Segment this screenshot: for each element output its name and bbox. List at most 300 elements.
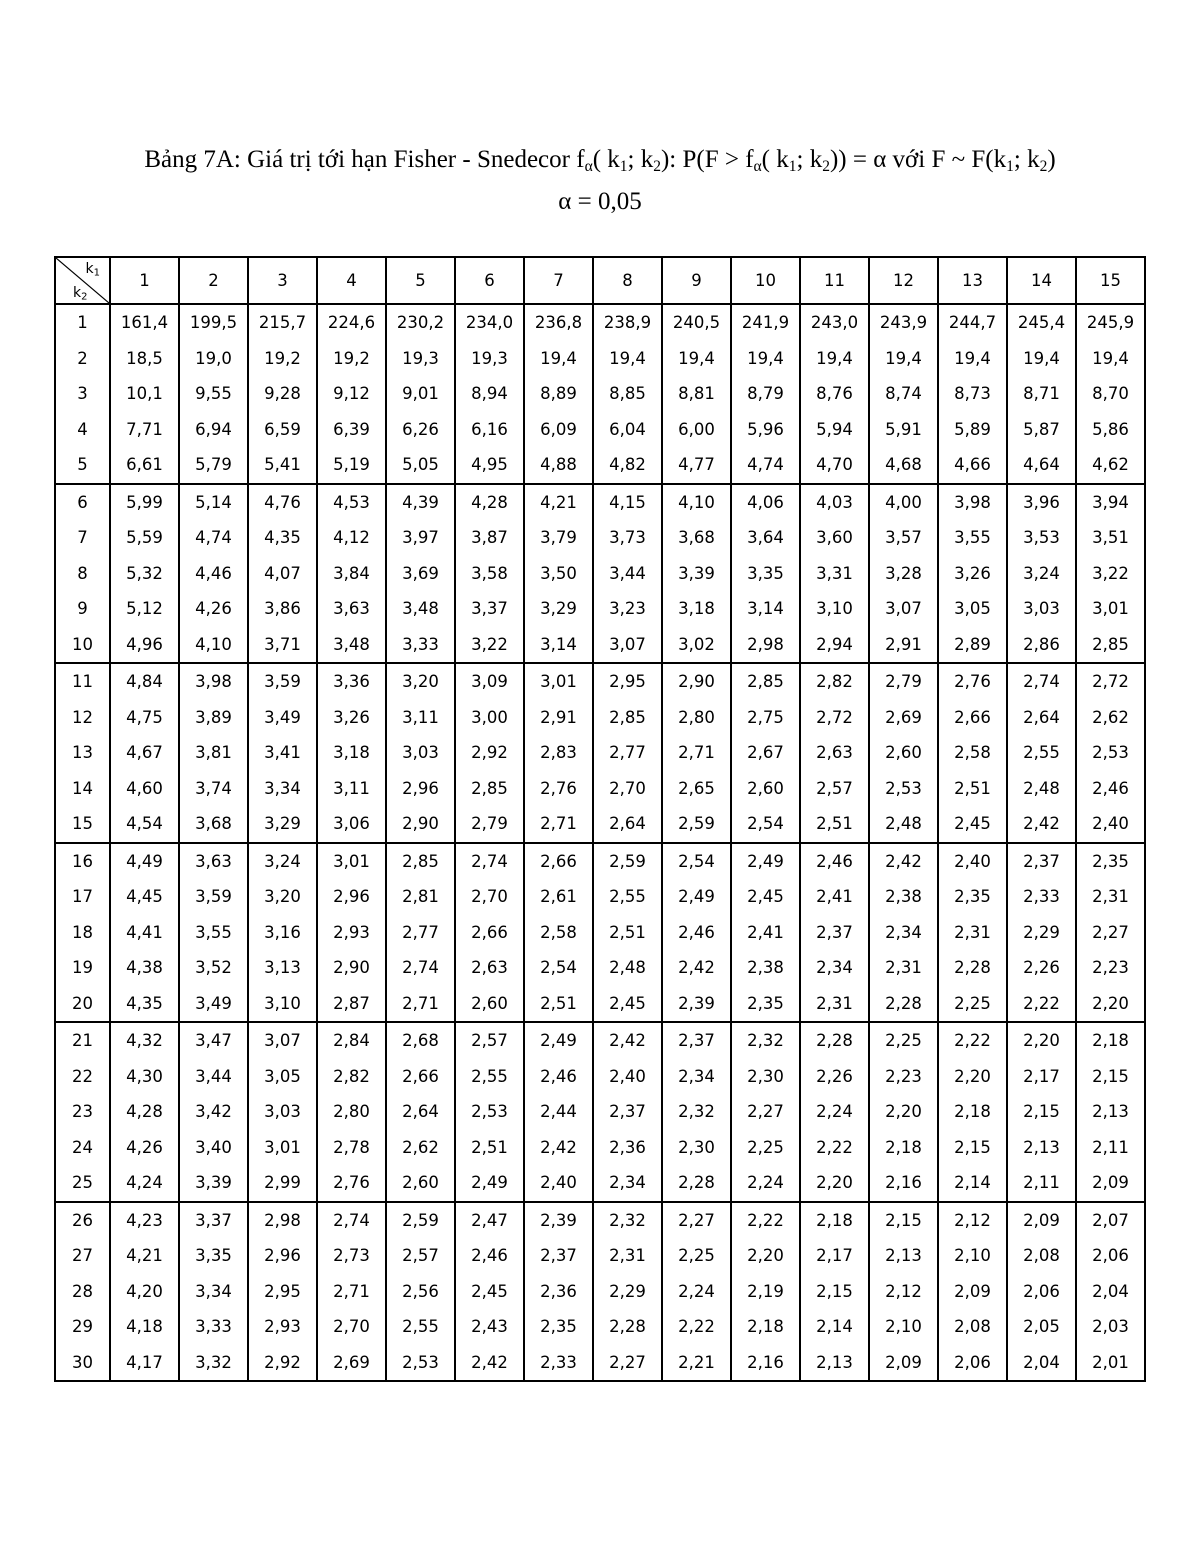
table-cell: 2,49 (662, 879, 731, 915)
table-cell: 2,49 (731, 843, 800, 880)
table-cell: 3,49 (248, 700, 317, 736)
table-cell: 3,18 (662, 591, 731, 627)
table-cell: 3,34 (248, 771, 317, 807)
table-cell: 18,5 (110, 341, 179, 377)
table-cell: 2,42 (869, 843, 938, 880)
table-cell: 2,41 (731, 915, 800, 951)
table-cell: 8,73 (938, 376, 1007, 412)
table-cell: 6,04 (593, 412, 662, 448)
table-cell: 6,61 (110, 447, 179, 484)
row-header-k2: 13 (55, 735, 110, 771)
table-cell: 3,52 (179, 950, 248, 986)
table-cell: 2,70 (317, 1309, 386, 1345)
table-cell: 3,03 (386, 735, 455, 771)
table-row (55, 556, 1145, 592)
table-row (55, 1238, 1145, 1274)
table-cell: 4,18 (110, 1309, 179, 1345)
table-cell: 2,54 (731, 806, 800, 843)
table-cell: 2,27 (1076, 915, 1145, 951)
table-cell: 4,41 (110, 915, 179, 951)
table-cell: 3,33 (179, 1309, 248, 1345)
table-cell: 2,90 (317, 950, 386, 986)
table-cell: 2,01 (1076, 1345, 1145, 1382)
table-row (55, 950, 1145, 986)
corner-k2-label: $k_2$ (73, 285, 88, 303)
table-cell: 9,28 (248, 376, 317, 412)
table-cell: 4,23 (110, 1202, 179, 1239)
table-cell: 2,66 (938, 700, 1007, 736)
table-cell: 2,12 (938, 1202, 1007, 1239)
table-cell: 4,32 (110, 1022, 179, 1059)
table-cell: 2,79 (455, 806, 524, 843)
table-cell: 2,64 (593, 806, 662, 843)
table-cell: 2,85 (1076, 627, 1145, 664)
table-cell: 2,09 (869, 1345, 938, 1382)
table-cell: 3,36 (317, 663, 386, 700)
table-cell: 2,41 (800, 879, 869, 915)
table-cell: 3,34 (179, 1274, 248, 1310)
table-cell: 3,63 (179, 843, 248, 880)
table-cell: 4,21 (110, 1238, 179, 1274)
table-cell: 3,48 (386, 591, 455, 627)
table-cell: 2,28 (800, 1022, 869, 1059)
table-cell: 3,42 (179, 1094, 248, 1130)
table-cell: 2,23 (869, 1059, 938, 1095)
table-cell: 2,20 (800, 1165, 869, 1202)
row-header-k2: 17 (55, 879, 110, 915)
table-cell: 2,40 (1076, 806, 1145, 843)
table-cell: 2,59 (662, 806, 731, 843)
table-cell: 3,20 (386, 663, 455, 700)
row-header-k2: 2 (55, 341, 110, 377)
table-cell: 3,37 (179, 1202, 248, 1239)
table-cell: 3,03 (1007, 591, 1076, 627)
table-cell: 4,03 (800, 484, 869, 521)
table-cell: 2,48 (869, 806, 938, 843)
table-cell: 2,14 (800, 1309, 869, 1345)
table-cell: 2,22 (731, 1202, 800, 1239)
table-cell: 19,4 (1076, 341, 1145, 377)
table-cell: 2,20 (1007, 1022, 1076, 1059)
table-cell: 2,38 (731, 950, 800, 986)
table-cell: 2,51 (800, 806, 869, 843)
table-cell: 2,64 (1007, 700, 1076, 736)
table-cell: 8,94 (455, 376, 524, 412)
table-cell: 3,00 (455, 700, 524, 736)
table-cell: 2,10 (869, 1309, 938, 1345)
table-cell: 4,77 (662, 447, 731, 484)
table-cell: 3,11 (386, 700, 455, 736)
table-cell: 2,36 (593, 1130, 662, 1166)
table-cell: 3,74 (179, 771, 248, 807)
table-cell: 2,73 (317, 1238, 386, 1274)
table-cell: 2,38 (869, 879, 938, 915)
table-row (55, 663, 1145, 700)
table-row (55, 1094, 1145, 1130)
table-cell: 3,59 (248, 663, 317, 700)
table-cell: 2,46 (1076, 771, 1145, 807)
table-cell: 2,22 (662, 1309, 731, 1345)
table-cell: 2,32 (662, 1094, 731, 1130)
table-cell: 2,27 (731, 1094, 800, 1130)
table-cell: 3,14 (731, 591, 800, 627)
table-cell: 19,2 (248, 341, 317, 377)
table-cell: 230,2 (386, 304, 455, 341)
table-cell: 3,58 (455, 556, 524, 592)
table-cell: 2,71 (662, 735, 731, 771)
table-cell: 4,46 (179, 556, 248, 592)
table-cell: 2,13 (1076, 1094, 1145, 1130)
table-cell: 2,20 (1076, 986, 1145, 1023)
table-cell: 2,49 (455, 1165, 524, 1202)
table-cell: 3,39 (662, 556, 731, 592)
table-cell: 2,33 (1007, 879, 1076, 915)
table-cell: 2,40 (938, 843, 1007, 880)
table-cell: 4,26 (179, 591, 248, 627)
table-cell: 2,09 (938, 1274, 1007, 1310)
table-cell: 2,20 (731, 1238, 800, 1274)
table-cell: 3,01 (317, 843, 386, 880)
table-cell: 2,27 (593, 1345, 662, 1382)
table-cell: 2,74 (1007, 663, 1076, 700)
row-header-k2: 8 (55, 556, 110, 592)
table-cell: 2,62 (386, 1130, 455, 1166)
row-header-k2: 14 (55, 771, 110, 807)
table-cell: 4,82 (593, 447, 662, 484)
column-header-k1: 2 (179, 257, 248, 304)
table-cell: 2,68 (386, 1022, 455, 1059)
table-cell: 2,28 (662, 1165, 731, 1202)
table-cell: 19,4 (869, 341, 938, 377)
table-cell: 2,15 (938, 1130, 1007, 1166)
table-cell: 3,68 (662, 520, 731, 556)
table-cell: 6,26 (386, 412, 455, 448)
column-header-k1: 12 (869, 257, 938, 304)
table-cell: 3,02 (662, 627, 731, 664)
table-cell: 2,45 (455, 1274, 524, 1310)
table-cell: 2,58 (524, 915, 593, 951)
table-cell: 2,85 (731, 663, 800, 700)
table-cell: 4,67 (110, 735, 179, 771)
table-cell: 8,89 (524, 376, 593, 412)
table-cell: 3,32 (179, 1345, 248, 1382)
title-text: )) = α với F ~ F(k (829, 146, 1007, 173)
table-cell: 3,37 (455, 591, 524, 627)
table-cell: 19,4 (662, 341, 731, 377)
table-cell: 9,55 (179, 376, 248, 412)
table-cell: 2,54 (662, 843, 731, 880)
row-header-k2: 28 (55, 1274, 110, 1310)
table-cell: 2,14 (938, 1165, 1007, 1202)
table-cell: 2,71 (317, 1274, 386, 1310)
table-cell: 2,05 (1007, 1309, 1076, 1345)
table-cell: 2,66 (386, 1059, 455, 1095)
row-header-k2: 4 (55, 412, 110, 448)
table-cell: 2,84 (317, 1022, 386, 1059)
table-cell: 2,22 (1007, 986, 1076, 1023)
table-cell: 2,77 (593, 735, 662, 771)
title-sub-2: 2 (822, 157, 830, 175)
table-row (55, 1130, 1145, 1166)
table-cell: 6,39 (317, 412, 386, 448)
table-cell: 3,29 (524, 591, 593, 627)
table-cell: 4,76 (248, 484, 317, 521)
table-cell: 2,46 (524, 1059, 593, 1095)
table-cell: 4,21 (524, 484, 593, 521)
fisher-table (54, 256, 1146, 1382)
table-cell: 2,75 (731, 700, 800, 736)
table-cell: 2,94 (800, 627, 869, 664)
table-cell: 2,24 (662, 1274, 731, 1310)
table-cell: 3,59 (179, 879, 248, 915)
table-cell: 3,35 (179, 1238, 248, 1274)
table-cell: 3,22 (455, 627, 524, 664)
table-cell: 4,35 (248, 520, 317, 556)
title-text: ( k (592, 146, 620, 173)
table-cell: 19,4 (731, 341, 800, 377)
table-cell: 2,80 (662, 700, 731, 736)
table-cell: 5,05 (386, 447, 455, 484)
table-cell: 4,12 (317, 520, 386, 556)
table-cell: 243,0 (800, 304, 869, 341)
table-cell: 4,28 (455, 484, 524, 521)
table-cell: 4,00 (869, 484, 938, 521)
table-cell: 3,23 (593, 591, 662, 627)
table-cell: 2,30 (662, 1130, 731, 1166)
table-title (0, 142, 1200, 178)
table-cell: 6,00 (662, 412, 731, 448)
table-cell: 3,63 (317, 591, 386, 627)
table-cell: 4,30 (110, 1059, 179, 1095)
column-header-k1: 10 (731, 257, 800, 304)
column-header-k1: 5 (386, 257, 455, 304)
table-cell: 2,72 (800, 700, 869, 736)
table-cell: 4,17 (110, 1345, 179, 1382)
table-cell: 2,57 (455, 1022, 524, 1059)
table-cell: 2,22 (800, 1130, 869, 1166)
table-cell: 2,32 (731, 1022, 800, 1059)
table-cell: 2,86 (1007, 627, 1076, 664)
table-cell: 2,13 (869, 1238, 938, 1274)
table-cell: 3,94 (1076, 484, 1145, 521)
table-cell: 2,32 (593, 1202, 662, 1239)
row-header-k2: 20 (55, 986, 110, 1023)
table-cell: 2,95 (248, 1274, 317, 1310)
table-cell: 3,29 (248, 806, 317, 843)
table-cell: 2,55 (1007, 735, 1076, 771)
table-cell: 2,33 (524, 1345, 593, 1382)
table-cell: 2,25 (869, 1022, 938, 1059)
table-cell: 3,20 (248, 879, 317, 915)
table-cell: 2,46 (800, 843, 869, 880)
table-cell: 2,31 (800, 986, 869, 1023)
table-cell: 2,74 (455, 843, 524, 880)
table-cell: 245,9 (1076, 304, 1145, 341)
table-cell: 236,8 (524, 304, 593, 341)
table-cell: 2,66 (455, 915, 524, 951)
table-cell: 4,96 (110, 627, 179, 664)
table-cell: 2,93 (248, 1309, 317, 1345)
table-cell: 19,4 (524, 341, 593, 377)
table-cell: 4,70 (800, 447, 869, 484)
table-cell: 19,4 (938, 341, 1007, 377)
table-cell: 9,01 (386, 376, 455, 412)
table-cell: 2,55 (386, 1309, 455, 1345)
table-cell: 2,23 (1076, 950, 1145, 986)
table-cell: 2,16 (731, 1345, 800, 1382)
row-header-k2: 10 (55, 627, 110, 664)
table-row (55, 1165, 1145, 1202)
table-cell: 2,78 (317, 1130, 386, 1166)
table-cell: 2,87 (317, 986, 386, 1023)
table-cell: 5,14 (179, 484, 248, 521)
table-cell: 2,34 (869, 915, 938, 951)
table-cell: 2,06 (1076, 1238, 1145, 1274)
row-header-k2: 6 (55, 484, 110, 521)
table-cell: 8,74 (869, 376, 938, 412)
table-cell: 243,9 (869, 304, 938, 341)
table-cell: 4,62 (1076, 447, 1145, 484)
table-cell: 2,53 (386, 1345, 455, 1382)
table-cell: 19,3 (455, 341, 524, 377)
table-cell: 3,10 (800, 591, 869, 627)
table-cell: 2,39 (524, 1202, 593, 1239)
table-cell: 19,3 (386, 341, 455, 377)
table-row (55, 771, 1145, 807)
table-cell: 2,15 (800, 1274, 869, 1310)
table-cell: 2,35 (524, 1309, 593, 1345)
table-cell: 3,98 (938, 484, 1007, 521)
table-cell: 215,7 (248, 304, 317, 341)
table-cell: 2,13 (1007, 1130, 1076, 1166)
table-cell: 2,70 (455, 879, 524, 915)
table-cell: 2,93 (317, 915, 386, 951)
table-cell: 4,60 (110, 771, 179, 807)
table-cell: 2,18 (869, 1130, 938, 1166)
table-cell: 2,79 (869, 663, 938, 700)
table-cell: 19,4 (1007, 341, 1076, 377)
table-cell: 224,6 (317, 304, 386, 341)
table-row (55, 520, 1145, 556)
table-row (55, 806, 1145, 843)
table-cell: 2,63 (455, 950, 524, 986)
table-cell: 3,26 (317, 700, 386, 736)
table-cell: 2,31 (869, 950, 938, 986)
row-header-k2: 30 (55, 1345, 110, 1382)
table-cell: 2,10 (938, 1238, 1007, 1274)
table-row (55, 447, 1145, 484)
table-cell: 2,64 (386, 1094, 455, 1130)
table-cell: 2,28 (938, 950, 1007, 986)
table-cell: 4,53 (317, 484, 386, 521)
table-cell: 2,11 (1007, 1165, 1076, 1202)
table-cell: 8,76 (800, 376, 869, 412)
table-cell: 3,79 (524, 520, 593, 556)
table-cell: 9,12 (317, 376, 386, 412)
row-header-k2: 9 (55, 591, 110, 627)
table-cell: 3,44 (179, 1059, 248, 1095)
table-cell: 2,74 (317, 1202, 386, 1239)
title-alpha-sub: α (753, 157, 762, 175)
table-cell: 2,22 (938, 1022, 1007, 1059)
table-cell: 2,27 (662, 1202, 731, 1239)
table-cell: 2,39 (662, 986, 731, 1023)
table-cell: 3,13 (248, 950, 317, 986)
table-cell: 2,09 (1007, 1202, 1076, 1239)
table-cell: 2,40 (524, 1165, 593, 1202)
table-cell: 2,90 (662, 663, 731, 700)
table-cell: 5,94 (800, 412, 869, 448)
table-row (55, 843, 1145, 880)
table-cell: 3,05 (938, 591, 1007, 627)
table-cell: 2,06 (938, 1345, 1007, 1382)
table-cell: 2,40 (593, 1059, 662, 1095)
table-row (55, 735, 1145, 771)
table-cell: 2,66 (524, 843, 593, 880)
row-header-k2: 5 (55, 447, 110, 484)
table-cell: 2,74 (386, 950, 455, 986)
table-cell: 2,60 (869, 735, 938, 771)
table-cell: 3,28 (869, 556, 938, 592)
table-cell: 238,9 (593, 304, 662, 341)
table-cell: 2,08 (1007, 1238, 1076, 1274)
table-cell: 2,13 (800, 1345, 869, 1382)
table-cell: 2,81 (386, 879, 455, 915)
table-cell: 3,84 (317, 556, 386, 592)
table-cell: 2,42 (455, 1345, 524, 1382)
table-row (55, 1202, 1145, 1239)
title-text: ; k (627, 146, 654, 173)
table-cell: 3,07 (869, 591, 938, 627)
table-cell: 2,91 (869, 627, 938, 664)
title-text: ( k (761, 146, 789, 173)
table-cell: 8,70 (1076, 376, 1145, 412)
table-cell: 2,82 (800, 663, 869, 700)
table-cell: 5,96 (731, 412, 800, 448)
table-cell: 2,85 (386, 843, 455, 880)
title-sub-2: 2 (653, 157, 661, 175)
table-cell: 2,25 (731, 1130, 800, 1166)
table-cell: 3,31 (800, 556, 869, 592)
table-cell: 3,16 (248, 915, 317, 951)
table-cell: 4,24 (110, 1165, 179, 1202)
table-cell: 2,43 (455, 1309, 524, 1345)
table-cell: 2,76 (524, 771, 593, 807)
table-cell: 2,60 (386, 1165, 455, 1202)
table-cell: 2,92 (455, 735, 524, 771)
table-cell: 2,20 (869, 1094, 938, 1130)
table-cell: 2,60 (731, 771, 800, 807)
table-cell: 2,34 (800, 950, 869, 986)
table-cell: 2,57 (386, 1238, 455, 1274)
table-cell: 2,98 (248, 1202, 317, 1239)
table-cell: 2,62 (1076, 700, 1145, 736)
table-cell: 2,09 (1076, 1165, 1145, 1202)
column-header-k1: 3 (248, 257, 317, 304)
table-cell: 4,28 (110, 1094, 179, 1130)
table-cell: 2,25 (938, 986, 1007, 1023)
column-header-k1: 9 (662, 257, 731, 304)
table-cell: 3,40 (179, 1130, 248, 1166)
row-header-k2: 23 (55, 1094, 110, 1130)
table-cell: 2,71 (524, 806, 593, 843)
table-cell: 2,18 (938, 1094, 1007, 1130)
table-row (55, 700, 1145, 736)
table-cell: 2,92 (248, 1345, 317, 1382)
table-cell: 2,20 (938, 1059, 1007, 1095)
table-cell: 2,76 (938, 663, 1007, 700)
table-cell: 4,38 (110, 950, 179, 986)
